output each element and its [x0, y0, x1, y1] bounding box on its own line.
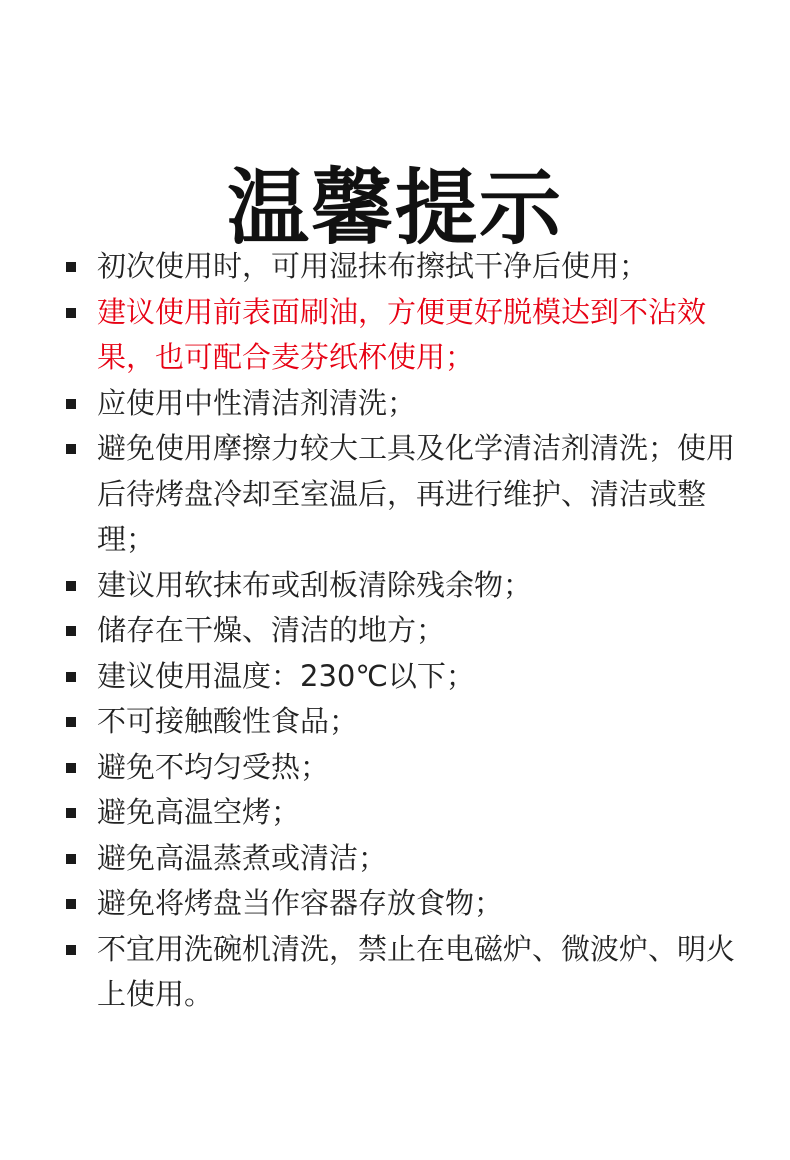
list-item [66, 426, 736, 563]
square-bullet-icon [66, 808, 76, 818]
list-item [66, 836, 736, 882]
list-item [66, 654, 736, 700]
tip-text: 应使用中性清洁剂清洗； [97, 385, 417, 420]
list-item [66, 381, 736, 427]
square-bullet-icon [66, 899, 76, 909]
page-title: 温馨提示 [226, 160, 563, 256]
tip-text: 储存在干燥、清洁的地方； [97, 613, 446, 647]
square-bullet-icon [66, 717, 76, 727]
list-item [66, 563, 736, 609]
list-item [66, 745, 736, 791]
square-bullet-icon [66, 945, 76, 955]
square-bullet-icon [66, 581, 76, 591]
list-item [66, 699, 736, 745]
square-bullet-icon [66, 308, 76, 318]
tip-text: 避免不均匀受热； [97, 749, 330, 784]
square-bullet-icon [66, 763, 76, 773]
square-bullet-icon [66, 399, 76, 409]
list-item [66, 927, 736, 1018]
list-item [66, 790, 736, 836]
tip-text: 避免高温空烤； [97, 795, 301, 829]
tips-list [66, 244, 736, 1018]
tip-text: 避免使用摩擦力较大工具及化学清洁剂清洗；使用后待烤盘冷却至室温后，再进行维护、清洁或整理； [97, 431, 736, 556]
tip-text: 建议使用温度：230℃以下； [97, 658, 475, 693]
tip-text: 建议用软抹布或刮板清除残余物； [97, 567, 533, 602]
tip-text: 建议使用前表面刷油，方便更好脱模达到不沾效果，也可配合麦芬纸杯使用； [97, 294, 707, 374]
tip-text: 不宜用洗碗机清洗，禁止在电磁炉、微波炉、明火上使用。 [97, 931, 736, 1011]
list-item [66, 244, 736, 290]
square-bullet-icon [66, 444, 76, 454]
square-bullet-icon [66, 262, 76, 272]
list-item [66, 608, 736, 654]
square-bullet-icon [66, 672, 76, 682]
list-item-highlighted [66, 290, 736, 381]
square-bullet-icon [66, 626, 76, 636]
tip-text: 不可接触酸性食品； [97, 704, 359, 738]
tip-text: 避免将烤盘当作容器存放食物； [97, 886, 504, 920]
square-bullet-icon [66, 854, 76, 864]
tip-text: 避免高温蒸煮或清洁； [97, 840, 388, 875]
list-item [66, 881, 736, 927]
tip-text: 初次使用时，可用湿抹布擦拭干净后使用； [97, 249, 649, 283]
